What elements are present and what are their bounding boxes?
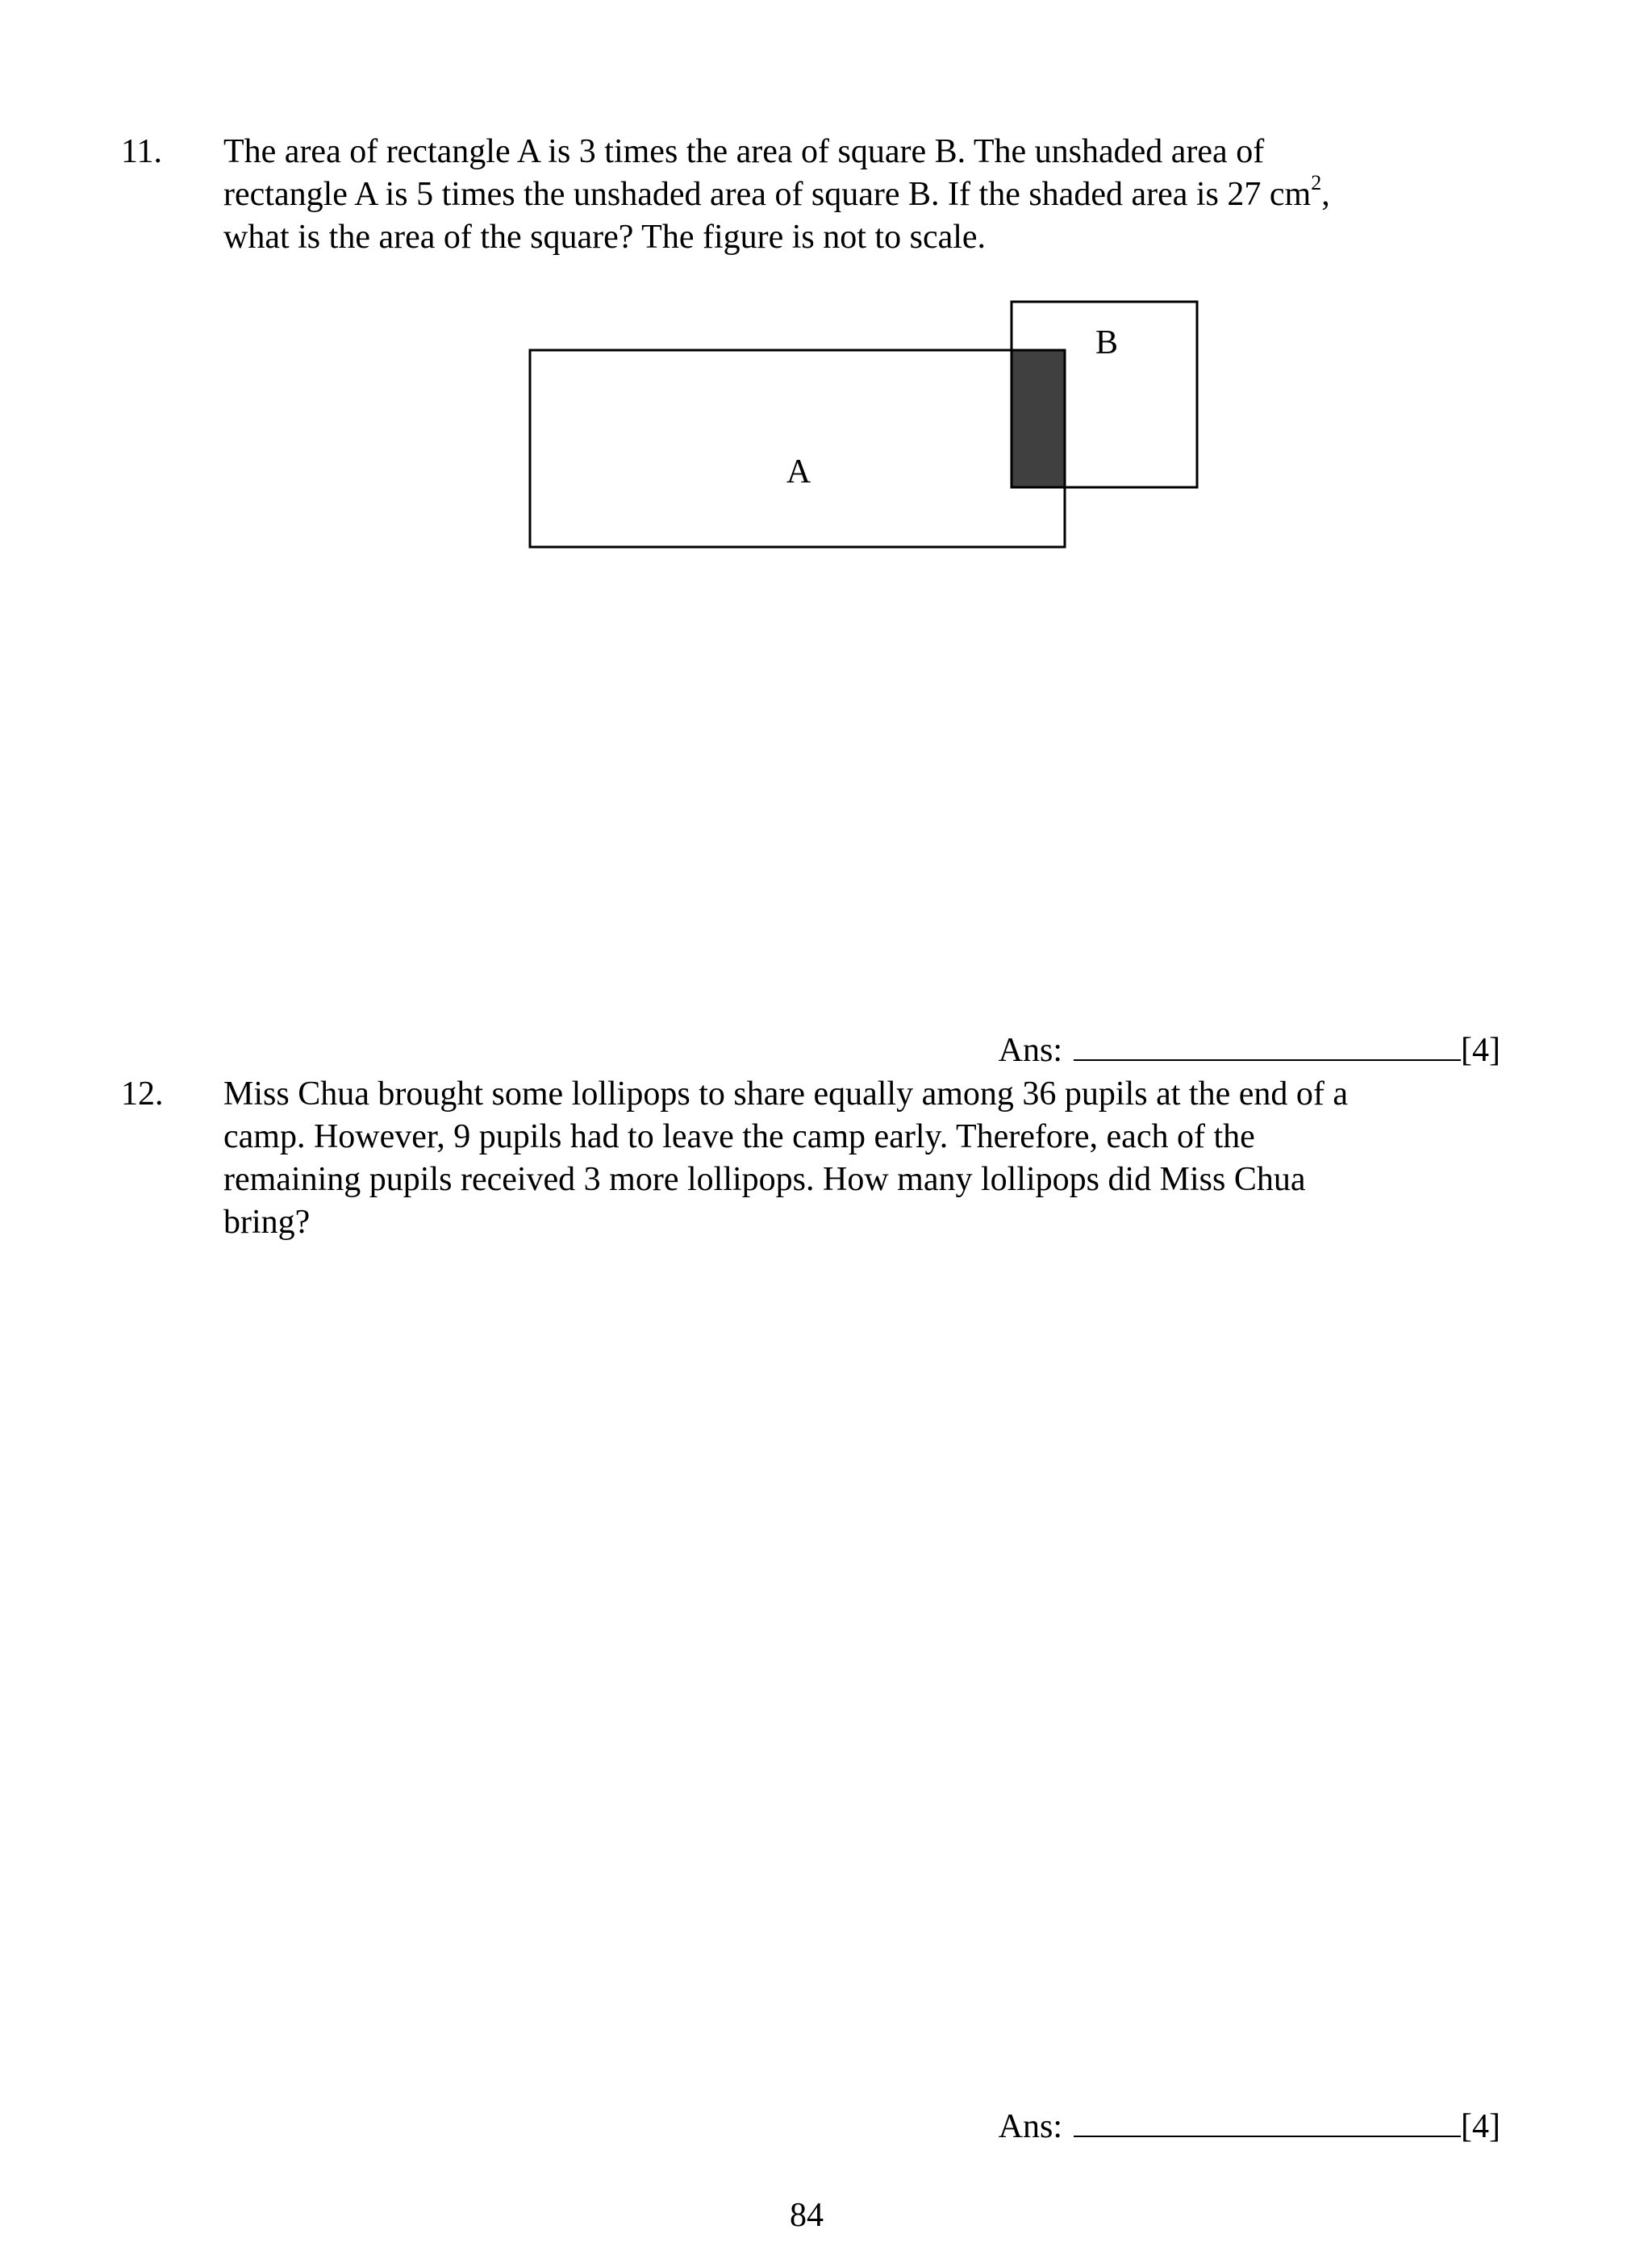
question-12-line-1: Miss Chua brought some lollipops to share equally among 36 pupils at the end of a	[223, 1075, 1348, 1113]
question-12-number: 12.	[121, 1075, 164, 1113]
question-11-number: 11.	[121, 133, 162, 170]
question-11-line-3: what is the area of the square? The figure is not to scale.	[223, 219, 987, 256]
answer-label: Ans:	[998, 2108, 1063, 2145]
rectangle-a-label: A	[786, 453, 811, 491]
rectangle-a	[530, 350, 1065, 547]
marks: [4]	[1461, 1032, 1500, 1069]
squared-superscript: 2	[1311, 171, 1322, 194]
question-12-answer	[999, 2106, 1500, 2148]
marks: [4]	[1461, 2108, 1500, 2145]
question-11-answer	[999, 1029, 1500, 1072]
square-b-label: B	[1095, 324, 1119, 361]
question-12-line-3: remaining pupils received 3 more lollipops. How many lollipops did Miss Chua	[223, 1161, 1306, 1198]
answer-blank[interactable]	[1074, 2108, 1461, 2137]
answer-blank[interactable]	[1074, 1032, 1461, 1061]
question-12-text	[223, 1073, 1348, 1244]
question-11-line-2-text: rectangle A is 5 times the unshaded area of square B. If the shaded area is 27 cm	[223, 176, 1312, 213]
question-11-line-2	[223, 173, 1330, 216]
page-number: 84	[790, 2197, 824, 2234]
rectangle-square-figure	[524, 299, 1202, 557]
answer-label: Ans:	[998, 1032, 1063, 1069]
question-12-line-4: bring?	[223, 1204, 311, 1241]
question-11-text	[223, 131, 1330, 259]
question-12-line-2: camp. However, 9 pupils had to leave the camp early. Therefore, each of the	[223, 1118, 1255, 1155]
question-11-line-1: The area of rectangle A is 3 times the area of square B. The unshaded area of	[223, 133, 1265, 170]
question-11-line-2-comma: ,	[1321, 176, 1330, 213]
shaded-overlap	[1012, 350, 1065, 487]
